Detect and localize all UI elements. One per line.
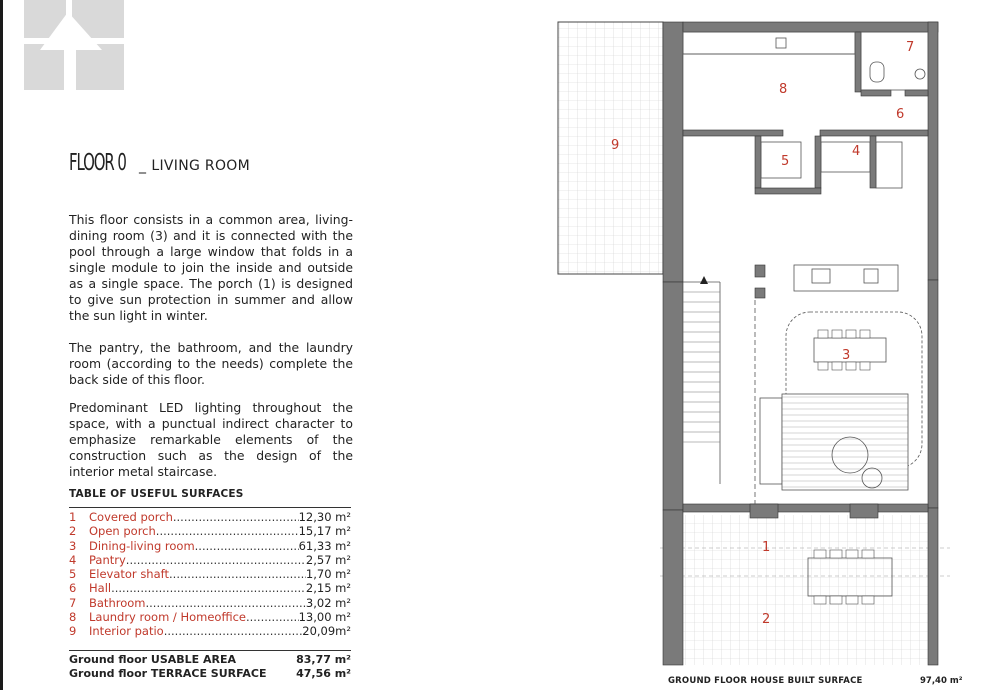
leader-dots (126, 553, 306, 567)
leader-dots (156, 524, 299, 538)
row-value: 2,57 m² (305, 552, 351, 567)
page-title (69, 150, 250, 176)
row-value: 20,09m² (302, 624, 351, 639)
table-row (69, 539, 351, 553)
row-name: Elevator shaft (89, 567, 170, 582)
row-number: 7 (69, 595, 77, 610)
row-name: Laundry room / Homeoffice (89, 610, 246, 625)
terrace-area (680, 515, 938, 665)
table-title: TABLE OF USEFUL SURFACES (69, 488, 244, 500)
row-value: 13,00 m² (298, 610, 351, 625)
logo-icon (24, 0, 124, 90)
total-label: Ground floor USABLE AREA (69, 653, 237, 666)
row-value: 1,70 m² (305, 567, 351, 582)
row-value: 2,15 m² (305, 581, 351, 596)
total-value: 83,77 m² (296, 653, 351, 666)
leader-dots (164, 624, 303, 638)
staircase (683, 292, 720, 442)
title-sub: LIVING ROOM (151, 158, 250, 174)
table-row (69, 553, 351, 567)
table-divider-bottom (69, 650, 351, 651)
room-label-7: 7 (906, 40, 915, 55)
title-separator: _ (139, 158, 147, 174)
leader-dots (111, 581, 306, 595)
row-number: 3 (69, 538, 77, 553)
row-name: Covered porch (89, 510, 173, 524)
floor-plan (550, 10, 990, 670)
table-row (69, 524, 351, 538)
table-row (69, 624, 351, 638)
row-value: 12,30 m² (298, 510, 351, 524)
total-label: Ground floor TERRACE SURFACE (69, 667, 267, 680)
surfaces-table (69, 510, 351, 639)
row-value: 3,02 m² (305, 595, 351, 610)
row-name: Open porch (89, 524, 156, 539)
room-label-2: 2 (762, 612, 771, 627)
paragraph-1: This floor consists in a common area, living-dining room (3) and it is connected with the pool through a large window that folds in a single module to join the inside and outside as a single space. The porch (1) is designed to give sun protection in summer and allow the sun light in winter. (69, 212, 353, 323)
room-label-8: 8 (779, 82, 788, 97)
row-name: Dining-living room (89, 538, 195, 553)
row-value: 15,17 m² (298, 524, 351, 539)
leader-dots (145, 596, 305, 610)
row-number: 9 (69, 624, 77, 639)
row-number: 2 (69, 524, 77, 539)
row-number: 8 (69, 610, 77, 625)
paragraph-3: Predominant LED lighting throughout the space, with a punctual indirect character to emphasize remarkable elements of the construction such as the design of the interior metal staircase. (69, 400, 353, 479)
leader-dots (173, 510, 299, 524)
paragraph-2: The pantry, the bathroom, and the laundry room (according to the needs) complete the back side of this floor. (69, 340, 353, 387)
row-number: 5 (69, 567, 77, 582)
table-row (69, 596, 351, 610)
total-terrace-surface (69, 667, 351, 680)
row-value: 61,33 m² (298, 538, 351, 553)
room-label-4: 4 (852, 144, 861, 159)
table-row (69, 610, 351, 624)
room-label-1: 1 (762, 540, 771, 555)
left-edge-bar (0, 0, 3, 690)
row-name: Bathroom (89, 595, 146, 610)
room-label-5: 5 (781, 154, 790, 169)
row-number: 1 (69, 510, 77, 524)
table-divider-top (69, 507, 351, 508)
room-label-9: 9 (611, 138, 620, 153)
row-name: Pantry (89, 552, 126, 567)
leader-dots (195, 539, 299, 553)
leader-dots (246, 610, 299, 624)
total-usable-area (69, 653, 351, 666)
row-name: Hall (89, 581, 112, 596)
table-row (69, 581, 351, 595)
room-label-3: 3 (842, 348, 851, 363)
footer-value: 97,40 m² (920, 676, 963, 686)
stair-arrow-icon (700, 276, 708, 284)
row-number: 4 (69, 552, 77, 567)
title-main: FLOOR 0 (69, 150, 126, 176)
row-number: 6 (69, 581, 77, 596)
table-row (69, 510, 351, 524)
room-label-6: 6 (896, 107, 905, 122)
footer-label: GROUND FLOOR HOUSE BUILT SURFACE (668, 676, 863, 686)
table-row (69, 567, 351, 581)
row-name: Interior patio (89, 624, 164, 639)
total-value: 47,56 m² (296, 667, 351, 680)
leader-dots (169, 567, 306, 581)
